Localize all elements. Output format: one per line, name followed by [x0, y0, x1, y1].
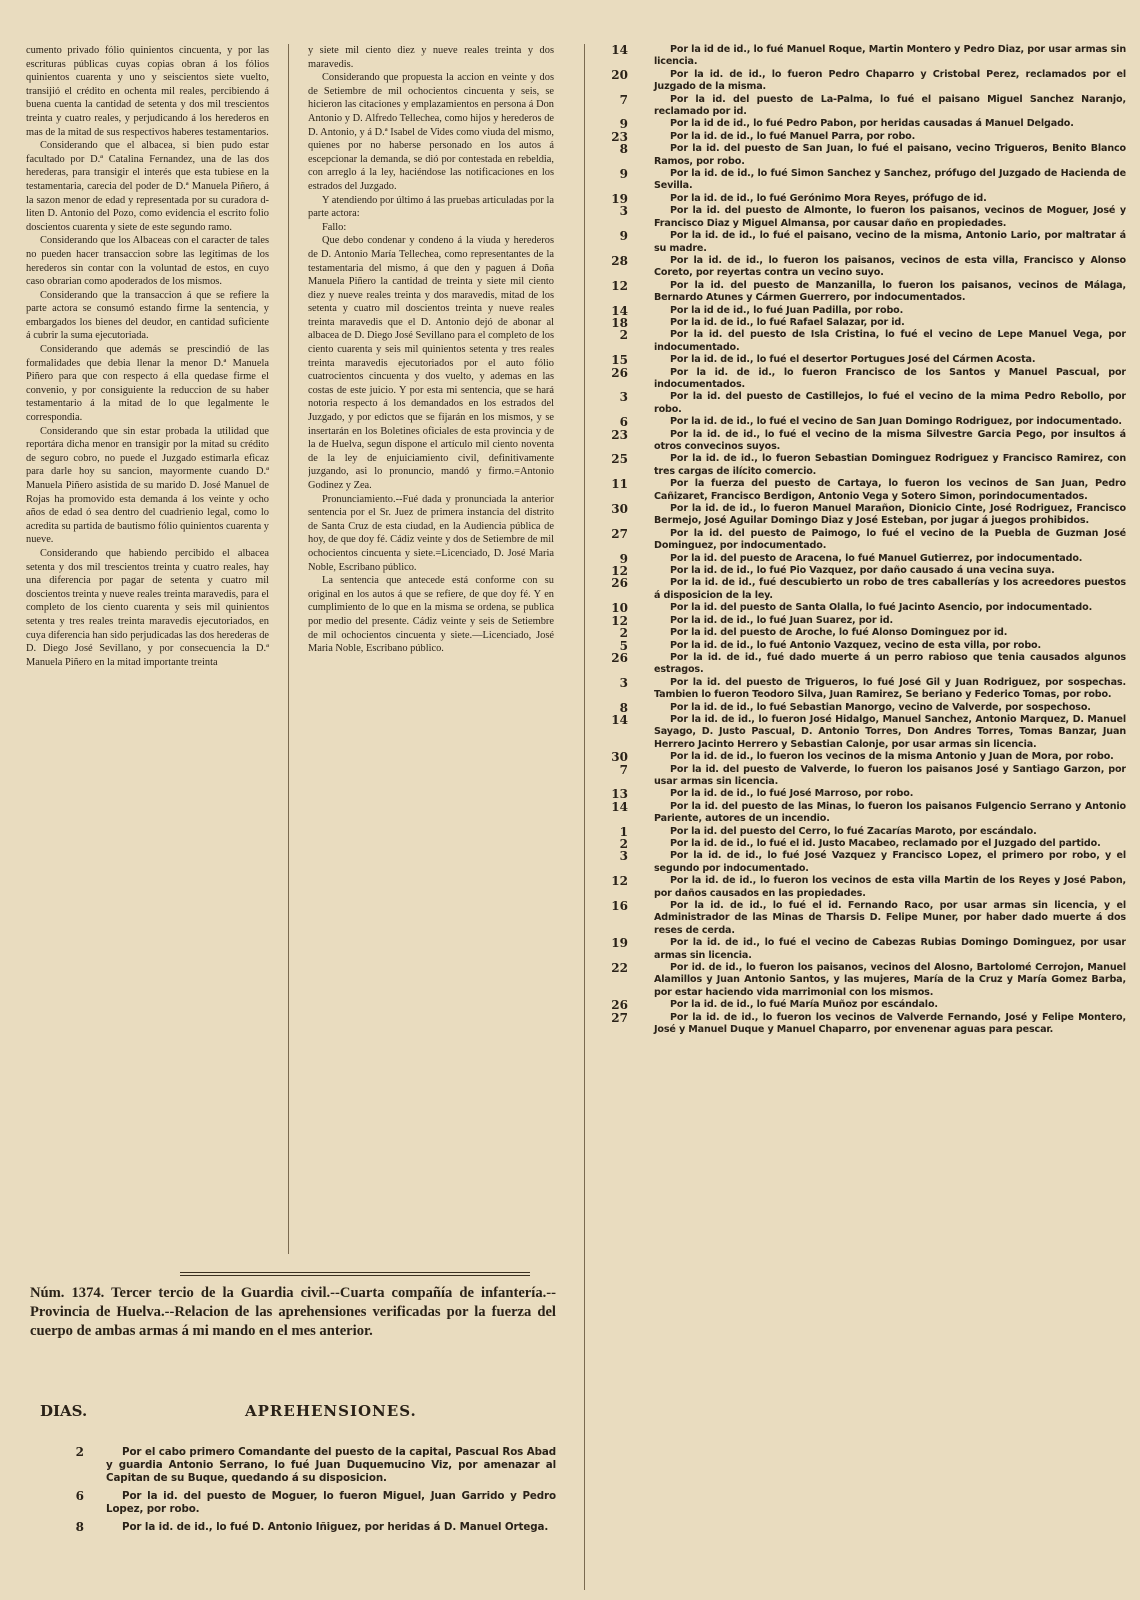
- entry-text: Por la id. de id., lo fueron los vecinos de la misma Antonio y Juan de Mora, por robo.: [670, 751, 1114, 763]
- entry-text: Por la id. de id., lo fué D. Antonio Iñiguez, por heridas á D. Manuel Ortega.: [122, 1521, 549, 1533]
- entry-text: Por la id. de id., lo fué el desertor Portugues José del Cármen Acosta.: [670, 354, 1036, 366]
- paragraph: y siete mil ciento diez y nueve reales treinta y dos maravedis.: [308, 45, 554, 70]
- list-item: [606, 850, 1126, 875]
- entry-text: Por la id. del puesto de Valverde, lo fueron los paisanos José y Santiago Garzon, por usar armas sin licencia.: [654, 763, 1126, 787]
- paragraph: Que debo condenar y condeno á la viuda y herederos de D. Antonio María Tellechea, como representantes de la testamentaria del mismo, á que den y paguen á Doña Manuela Piñero la cantidad de treinta y siete mil ciento diez y nueve reales treinta y dos maravedis, mitad de los setenta y cuatro mil doscientos treinta y nueve reales treinta maravedis que el D. Antonio dejó de abonar al albacea de D. Diego José Sevillano para el completo de los ciento cuarenta y seis mil quinientos setenta y tres reales treinta maravedis ejecutoriados por el auto fólio cuatrocientos cincuenta y dos vuelto, y ademas en las costas de este juicio. Y por esta mi sentencia, que se hará notoria respecto á los demandados en los estrados del Juzgado, y por edictos que se fijarán en los mismos, y se insertarán en los Boletines oficiales de esta provincia y de la de Huelva, segun dispone el artículo mil ciento noventa de la ley de enjuiciamiento civil, definitivamente juzgando, asi lo pronuncio, mandó y firmo.=Antonio Godinez y Zea.: [308, 235, 554, 491]
- list-item: [606, 143, 1126, 168]
- paragraph: Considerando que habiendo percibido el albacea setenta y dos mil trescientos treinta y cuatro reales, hay una diferencia por pagar de setenta y cuatro mil doscientos treinta y nueve reales treinta maravedis, para el completo de los ciento cuarenta y seis mil quinientos setenta y tres reales treinta maravedis ejecutoriados, en cuya diferencia han sido perjudicadas las dos herederas de D. Diego José Sevillano, y por consecuencia la D.ª Manuela Piñero en la mitad importante treinta: [26, 547, 269, 668]
- entry-text: Por la id. de id., lo fué María Muñoz por escándalo.: [670, 999, 938, 1011]
- entry-text: Por la id. del puesto de Paimogo, lo fué el vecino de la Puebla de Guzman José Dominguez, por indocumentado.: [654, 527, 1126, 552]
- entry-day: 19: [611, 191, 628, 206]
- entry-day: 13: [611, 787, 628, 802]
- entry-text: Por la id de id., lo fué Juan Padilla, por robo.: [670, 304, 904, 316]
- list-item: [606, 305, 1126, 317]
- list-item: [606, 577, 1126, 602]
- list-item: [606, 962, 1126, 999]
- list-item: [606, 602, 1126, 614]
- entry-text: Por el cabo primero Comandante del puesto de la capital, Pascual Ros Abad y guardia Antonio Serrano, lo fué Juan Duquemucino Viz, por amenazar al Capitan de su Buque, quedando á su disposicion.: [106, 1446, 556, 1484]
- list-item: [606, 788, 1126, 800]
- entry-text: Por la id. de id., lo fueron Francisco de los Santos y Manuel Pascual, por indocumentados.: [654, 366, 1126, 390]
- list-item: [606, 118, 1126, 130]
- entry-text: Por la id. de id., lo fué Juan Suarez, por id.: [670, 614, 893, 626]
- list-item: [30, 1446, 556, 1485]
- entry-text: Por la id. del puesto de Almonte, lo fueron los paisanos, vecinos de Moguer, José y Francisco Diaz y Miguel Almansa, por causar daño en propiedades.: [654, 205, 1126, 229]
- entry-text: Por la id. de id., lo fueron Pedro Chaparro y Cristobal Perez, reclamados por el Juzgado de la misma.: [654, 68, 1126, 93]
- entry-text: Por la id de id., lo fué Pedro Pabon, por heridas causadas á Manuel Delgado.: [670, 118, 1074, 130]
- entry-text: Por la id. de id., fué descubierto un robo de tres caballerías y los acreedores puestos á disposicion de la ley.: [654, 577, 1126, 601]
- list-item: [606, 329, 1126, 354]
- entry-text: Por la id. de id., lo fueron los vecinos de Valverde Fernando, José y Felipe Montero, José y Manuel Duque y Manuel Chaparro, por envenenar aguas para pescar.: [654, 1011, 1126, 1036]
- list-item: [606, 367, 1126, 392]
- paragraph: cumento privado fólio quinientos cincuenta, y por las escrituras públicas cuyas copias obran á los fólios quinientos cuarenta y uno y seiscientos siete vuelto, transijió el crédito en ochenta mil reales, percibiendo á buena cuenta la cantidad de setenta y dos mil trescientos treinta y cuatro reales, y perjudicando á los herederos en mas de la mitad de sus respectivos haberes testamentarios.: [26, 45, 269, 138]
- entry-day: 22: [611, 961, 628, 976]
- entry-day: 6: [75, 1489, 84, 1503]
- list-item: [606, 875, 1126, 900]
- entry-day: 11: [611, 477, 628, 492]
- entry-day: 8: [619, 142, 628, 157]
- list-item: [606, 1012, 1126, 1037]
- entry-day: 7: [619, 92, 628, 107]
- list-item: [606, 652, 1126, 677]
- entry-day: 14: [611, 303, 628, 318]
- list-item: [606, 677, 1126, 702]
- list-item: [606, 553, 1126, 565]
- entry-text: Por la id de id., lo fué Manuel Roque, Martin Montero y Pedro Diaz, por usar armas sin licencia.: [654, 44, 1126, 68]
- entry-text: Por la id. de id., lo fué el paisano, vecino de la misma, Antonio Lario, por maltratar á su madre.: [654, 230, 1126, 254]
- list-item: [606, 230, 1126, 255]
- entry-text: Por la id. del puesto de Aracena, lo fué Manuel Gutierrez, por indocumentado.: [670, 552, 1083, 564]
- apprehension-list-right: [606, 44, 1126, 1584]
- entry-day: 3: [619, 204, 628, 219]
- notice-number: Núm. 1374.: [30, 1285, 105, 1301]
- paragraph: Considerando que el albacea, si bien pudo estar facultado por D.ª Catalina Fernandez, una de las dos herederas, para transigir el interés que esta tubiese en la testamentaria, carecia del poder de D.ª Manuela Piñero, á la sazon menor de edad y representada por su curadora d-liten D. Antonio del Pozo, como evidencia el escrito folio doscientos cuarenta y siete de este segundo ramo.: [26, 140, 269, 233]
- entry-day: 2: [619, 626, 628, 641]
- entry-day: 3: [619, 849, 628, 864]
- entry-day: 14: [611, 712, 628, 727]
- list-item: [606, 937, 1126, 962]
- entry-text: Por la id. de id., lo fué Rafael Salazar, por id.: [670, 316, 905, 328]
- entry-day: 30: [611, 502, 628, 517]
- list-item: [606, 826, 1126, 838]
- fallo-heading: Fallo:: [322, 221, 347, 233]
- paragraph: Considerando que sin estar probada la utilidad que reportára dicha menor en transigir por la mitad su crédito de seguro cobro, no puede el Juzgado estimarla eficaz para darle hoy su sancion, mayormente cuando D.ª Manuela Piñero asistida de su marido D. José Manuel de Rojas ha promovido esta demanda á los veinte y ocho años de edad ó sea dentro del cuadrienio legal, como lo acredita su partida de bautismo fólio quinientos cuarenta y nueve.: [26, 425, 269, 546]
- table-header: [40, 1402, 560, 1426]
- paragraph: Considerando que la transaccion á que se refiere la parte actora se consumó estando firme la sentencia, y embargados los bienes del deudor, en cantidad suficiente á cubrir la suma ejecutoriada.: [26, 289, 269, 342]
- entry-text: Por la id. de id., lo fueron los vecinos de esta villa Martin de los Reyes y José Pabon, por daños causados en las propiedades.: [654, 875, 1126, 899]
- apprehensions-header: APREHENSIONES.: [245, 1402, 417, 1420]
- list-item: [30, 1490, 556, 1516]
- entry-text: Por la fuerza del puesto de Cartaya, lo fueron los vecinos de San Juan, Pedro Cañizaret, Francisco Berdigon, Antonio Vega y Sotero Simon, porindocumentados.: [654, 478, 1126, 502]
- entry-day: 8: [619, 700, 628, 715]
- entry-text: Por la id. de id., lo fueron Sebastian Dominguez Rodriguez y Francisco Ramirez, con tres cargas de ilícito comercio.: [654, 453, 1126, 477]
- entry-text: Por la id. de id., lo fué Gerónimo Mora Reyes, prófugo de id.: [670, 192, 987, 204]
- entry-day: 14: [611, 799, 628, 814]
- entry-text: Por la id. de id., lo fueron Manuel Marañon, Dionicio Cinte, José Rodriguez, Francisco Bermejo, José Aguilar Domingo Diaz y José Esteban, por jugar á juegos prohibidos.: [654, 503, 1126, 527]
- section-separator: [180, 1272, 530, 1278]
- list-item: [606, 528, 1126, 553]
- entry-day: 7: [619, 762, 628, 777]
- list-item: [606, 764, 1126, 789]
- paragraph: Y atendiendo por último á las pruebas articuladas por la parte actora:: [308, 194, 554, 220]
- entry-text: Por la id. del puesto de las Minas, lo fueron los paisanos Fulgencio Serrano y Antonio Pariente, autores de un incendio.: [654, 800, 1126, 825]
- column-middle: [308, 44, 554, 1254]
- entry-text: Por la id. de id., lo fué el vecino de San Juan Domingo Rodriguez, por indocumentado.: [670, 416, 1122, 428]
- entry-text: Por la id. de id., lo fué el id. Fernando Raco, por usar armas sin licencia, y el Administrador de las Minas de Tharsis D. Felipe Muner, por haber dado muerte á dos reses de cerda.: [654, 900, 1126, 936]
- paragraph: Considerando que propuesta la accion en veinte y dos de Setiembre de mil ochocientos cincuenta y seis, se hicieron las citaciones y emplazamientos en persona á Don Antonio y D. Alfredo Tellechea, como hijos y herederos de D. Antonio, y á D.ª Isabel de Vides como viuda del mismo, quienes por no haberse personado en los autos á escepcionar la demanda, se dió por contestada en rebeldia, con arreglo á la ley, haciéndose las notificaciones en los estrados del Juzgado.: [308, 72, 554, 192]
- entry-day: 26: [611, 576, 628, 591]
- list-item: [606, 280, 1126, 305]
- paragraph: La sentencia que antecede está conforme con su original en los autos á que se refiere, de que doy fé. Y en cumplimiento de lo que en la misma se ordena, se publica por medio del presente. Cádiz veinte y seis de Setiembre de mil ochocientos cincuenta y siete.—Licenciado, José Maria Noble, Escribano público.: [308, 575, 554, 655]
- entry-text: Por la id. de id., fué dado muerte á un perro rabioso que tenia causados algunos estragos.: [654, 651, 1126, 676]
- entry-day: 9: [619, 117, 628, 132]
- entry-day: 3: [619, 675, 628, 690]
- entry-day: 27: [611, 1010, 628, 1025]
- days-header: DIAS.: [40, 1402, 88, 1420]
- entry-day: 12: [611, 874, 628, 889]
- entry-day: 12: [611, 278, 628, 293]
- entry-day: 10: [611, 601, 628, 616]
- notice-title: Tercer tercio de la Guardia civil.--Cuarta compañía de infantería.--Provincia de Huelva.--Relacion de las aprehensiones verificadas por la fuerza del cuerpo de ambas armas á mi mando en el mes anterior.: [30, 1285, 556, 1339]
- list-item: [606, 838, 1126, 850]
- entry-day: 2: [75, 1445, 84, 1459]
- list-item: [606, 714, 1126, 751]
- paragraph: Pronunciamiento.--Fué dada y pronunciada la anterior sentencia por el Sr. Juez de primera instancia del distrito de Santa Cruz de esta ciudad, en la Audiencia pública de hoy, de que doy fé. Cádiz veinte y dos de Setiembre de mil ochocientos cincuenta y siete.=Licenciado, D. José Maria Noble, Escribano público.: [308, 493, 554, 573]
- apprehension-list-left: [30, 1446, 556, 1539]
- list-item: [606, 131, 1126, 143]
- column-divider: [288, 44, 289, 1254]
- entry-text: Por la id. de id., lo fué el id. Justo Macabeo, reclamado por el Juzgado del partido.: [670, 838, 1101, 849]
- entry-text: Por la id. del puesto de Castillejos, lo fué el vecino de la mima Pedro Rebollo, por robo.: [654, 391, 1126, 415]
- list-item: [606, 900, 1126, 937]
- entry-day: 12: [611, 564, 628, 579]
- entry-text: Por la id. de id., lo fueron José Hidalgo, Manuel Sanchez, Antonio Marquez, D. Manuel Sayago, D. Justo Pascual, D. Antonio Torres, Don Andres Torres, Tomas Banzar, Juan Herrero Jacinto Herrero y Sebastian Calonje, por usar armas sin licencia.: [654, 713, 1126, 750]
- entry-text: Por la id. de id., lo fué Simon Sanchez y Sanchez, prófugo del Juzgado de Hacienda de Sevilla.: [654, 168, 1126, 192]
- column-divider: [584, 44, 585, 1590]
- list-item: [606, 801, 1126, 826]
- list-item: [606, 391, 1126, 416]
- list-item: [606, 94, 1126, 119]
- entry-text: Por la id. del puesto de Manzanilla, lo fueron los paisanos, vecinos de Málaga, Bernardo Atunes y Cármen Guerrero, por indocumentados.: [654, 279, 1126, 304]
- list-item: [606, 627, 1126, 639]
- entry-day: 19: [611, 936, 628, 951]
- entry-day: 18: [611, 315, 628, 330]
- list-item: [606, 205, 1126, 230]
- list-item: [606, 416, 1126, 428]
- entry-day: 23: [611, 427, 628, 442]
- entry-text: Por la id. de id., lo fué Manuel Parra, por robo.: [670, 130, 916, 142]
- list-item: [606, 999, 1126, 1011]
- entry-day: 14: [611, 44, 628, 57]
- list-item: [606, 429, 1126, 454]
- list-item: [606, 168, 1126, 193]
- list-item: [606, 702, 1126, 714]
- entry-day: 26: [611, 365, 628, 380]
- entry-day: 30: [611, 750, 628, 765]
- entry-day: 26: [611, 650, 628, 665]
- entry-text: Por la id. de id., lo fueron los paisanos, vecinos de esta villa, Francisco y Alonso Coreto, por reyertas contra un vecino suyo.: [654, 254, 1126, 279]
- list-item: [606, 640, 1126, 652]
- entry-day: 8: [75, 1520, 84, 1534]
- entry-text: Por la id. del puesto de Moguer, lo fueron Miguel, Juan Garrido y Pedro Lopez, por robo.: [106, 1490, 556, 1515]
- entry-day: 16: [611, 899, 628, 914]
- list-item: [606, 354, 1126, 366]
- entry-text: Por la id. del puesto de Santa Olalla, lo fué Jacinto Asencio, por indocumentado.: [670, 602, 1093, 614]
- entry-day: 5: [619, 638, 628, 653]
- entry-day: 12: [611, 613, 628, 628]
- entry-day: 26: [611, 998, 628, 1013]
- list-item: [606, 565, 1126, 577]
- list-item: [606, 503, 1126, 528]
- paragraph: Considerando que además se prescindió de las formalidades que debia llenar la menor D.ª Manuela Piñero para que con respecto á ella quedase firme el convenio, y por consiguiente la reduccion de su haber testamentario á la mitad de lo que legalmente le correspondia.: [26, 344, 269, 424]
- entry-text: Por la id. de id., lo fué José Marroso, por robo.: [670, 788, 914, 800]
- entry-day: 25: [611, 452, 628, 467]
- entry-day: 23: [611, 129, 628, 144]
- entry-day: 2: [619, 328, 628, 343]
- entry-day: 3: [619, 390, 628, 405]
- entry-day: 6: [619, 415, 628, 430]
- list-item: [606, 69, 1126, 94]
- entry-day: 1: [619, 824, 628, 839]
- column-left: [26, 44, 269, 1254]
- list-item: [606, 453, 1126, 478]
- entry-text: Por la id. de id., lo fué Antonio Vazquez, vecino de esta villa, por robo.: [670, 639, 1041, 651]
- list-item: [606, 751, 1126, 763]
- entry-day: 9: [619, 551, 628, 566]
- paragraph: Considerando que los Albaceas con el caracter de tales no pueden hacer transaccion sobre las legítimas de los herederos sin contar con la voluntad de estos, en cuyo caso obrarian como apoderados de los mismos.: [26, 235, 269, 288]
- entry-day: 27: [611, 526, 628, 541]
- list-item: [606, 44, 1126, 69]
- list-item: [606, 317, 1126, 329]
- entry-text: Por la id. del puesto de Isla Cristina, lo fué el vecino de Lepe Manuel Vega, por indocumentado.: [654, 329, 1126, 353]
- entry-text: Por la id. del puesto de San Juan, lo fué el paisano, vecino Trigueros, Benito Blanco Ramos, por robo.: [654, 143, 1126, 167]
- entry-text: Por la id. de id., lo fué Pio Vazquez, por daño causado á una vecina suya.: [670, 565, 1055, 577]
- list-item: [606, 615, 1126, 627]
- entry-day: 2: [619, 837, 628, 851]
- list-item: [30, 1521, 556, 1534]
- list-item: [606, 193, 1126, 205]
- entry-text: Por la id. del puesto de La-Palma, lo fué el paisano Miguel Sanchez Naranjo, reclamado por id.: [654, 93, 1126, 118]
- entry-text: Por id. de id., lo fueron los paisanos, vecinos del Alosno, Bartolomé Cerrojon, Manuel Alamillos y Juan Antonio Santos, y las mujeres, María de la Cruz y María Gomez Barba, por estar haciendo vida marrimonial con los mismos.: [654, 962, 1126, 998]
- entry-text: Por la id. del puesto de Aroche, lo fué Alonso Dominguez por id.: [670, 627, 1008, 639]
- entry-text: Por la id. de id., lo fué Sebastian Manorgo, vecino de Valverde, por sospechoso.: [670, 701, 1091, 713]
- entry-text: Por la id. del puesto de Trigueros, lo fué José Gil y Juan Rodriguez, por sospechas. Tambien lo fueron Teodoro Silva, Juan Ramirez, Se beriano y Federico Tomas, por robo.: [654, 676, 1126, 701]
- entry-day: 20: [611, 67, 628, 82]
- entry-text: Por la id. de id., lo fué el vecino de Cabezas Rubias Domingo Dominguez, por usar armas sin licencia.: [654, 937, 1126, 961]
- entry-day: 9: [619, 229, 628, 244]
- entry-text: Por la id. de id., lo fué José Vazquez y Francisco Lopez, el primero por robo, y el segundo por indocumentado.: [654, 850, 1126, 874]
- notice-heading: [30, 1284, 556, 1341]
- entry-day: 15: [611, 353, 628, 368]
- entry-day: 28: [611, 253, 628, 268]
- list-item: [606, 478, 1126, 503]
- entry-day: 9: [619, 167, 628, 182]
- entry-text: Por la id. de id., lo fué el vecino de la misma Silvestre Garcia Pego, por insultos á otros convecinos suyos.: [654, 428, 1126, 452]
- list-item: [606, 255, 1126, 280]
- entry-text: Por la id. del puesto del Cerro, lo fué Zacarías Maroto, por escándalo.: [670, 825, 1037, 837]
